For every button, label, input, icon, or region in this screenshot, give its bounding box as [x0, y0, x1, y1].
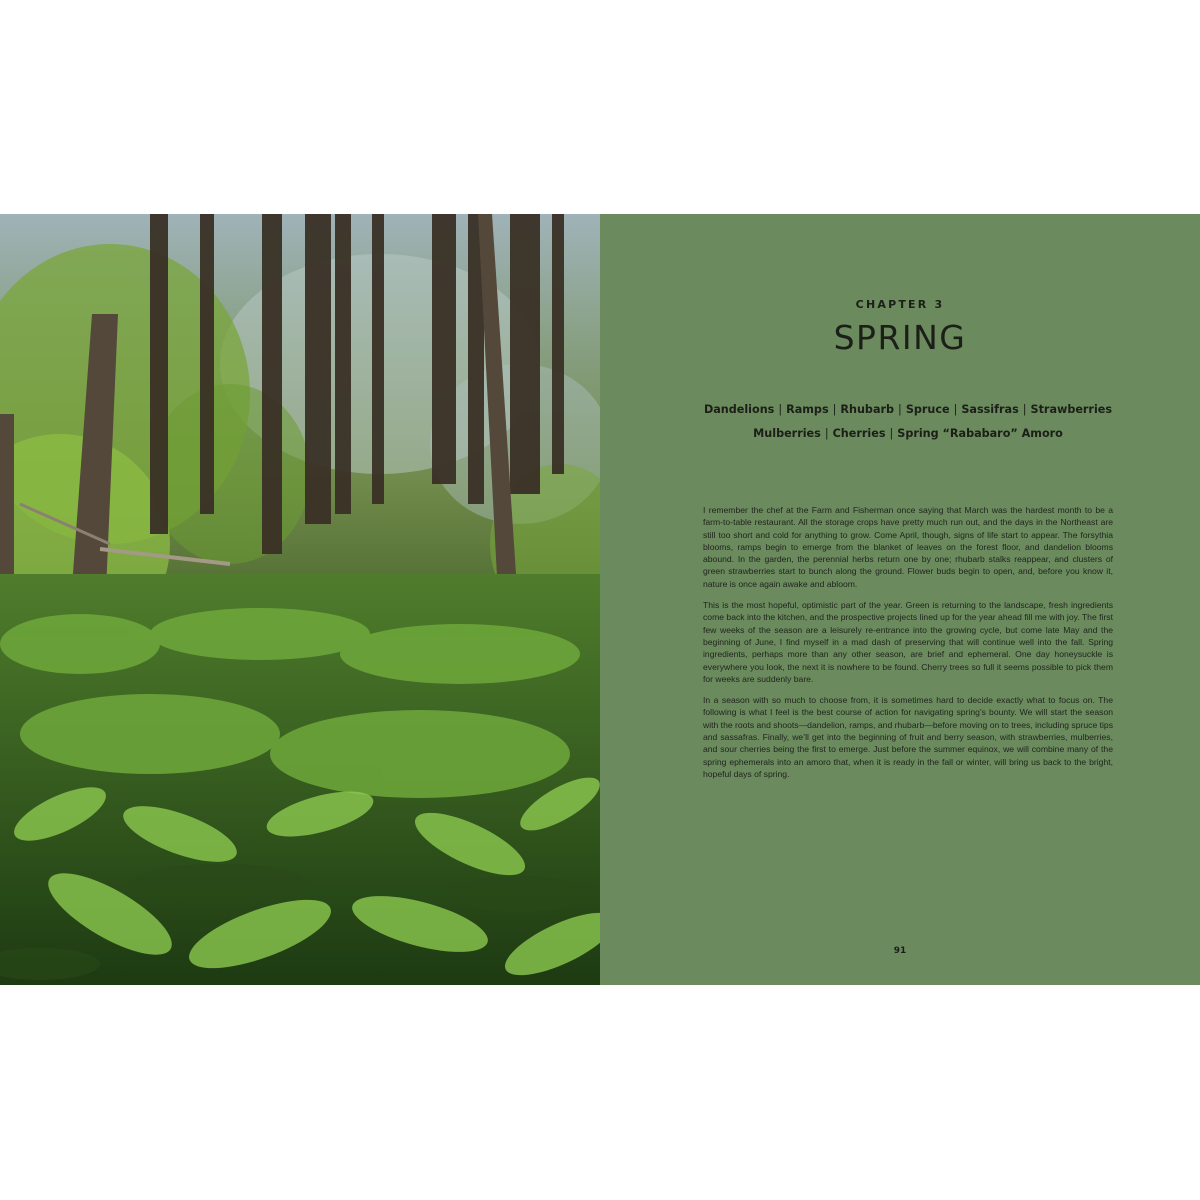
ingredient-line-2 [660, 422, 1156, 446]
separator: | [953, 403, 958, 416]
separator: | [889, 427, 894, 440]
chapter-title: SPRING [833, 318, 967, 357]
separator: | [824, 427, 829, 440]
body-paragraph: In a season with so much to choose from, it is sometimes hard to decide exactly what to focus on. The following is what I feel is the best course of action for navigating spring’s bounty. We will start the season with the roots and shoots—dandelion, ramps, and rhubarb—before moving on to trees, including spruce tips and sassafras. Finally, we’ll get into the beginning of fruit and berry season, with strawberries, mulberries, and sour cherries being the first to emerge. Just before the summer equinox, we will combine many of the spring ephemerals into an amoro that, when it is ready in the fall or winter, will bring us back to the bright, hopeful days of spring. [703, 695, 1113, 779]
ingredient-line-1 [660, 398, 1156, 422]
separator: | [778, 403, 783, 416]
ingredient-list [660, 398, 1156, 446]
body-paragraph: This is the most hopeful, optimistic part of the year. Green is returning to the landscape, fresh ingredients come back into the kitchen, and the prospective projects lined up for the year ahead fill me with joy. The first few weeks of the season are a leisurely re-entrance into the growing cycle, but come late May and the beginning of June, I find myself in a mad dash of preserving that will continue well into the fall. Spring ingredients, perhaps more than any other season, are brief and ephemeral. One day honeysuckle is everywhere you look, the next it is nowhere to be found. Cherry trees so full it seems possible to pick them for weeks are suddenly bare. [703, 600, 1113, 684]
ingredient-item: Dandelions [703, 403, 775, 416]
ingredient-item: Cherries [832, 427, 886, 440]
ingredient-item: Mulberries [753, 427, 821, 440]
separator: | [1022, 403, 1027, 416]
page-number: 91 [893, 946, 907, 956]
ingredient-item: Ramps [786, 403, 829, 416]
ingredient-item: Spring “Rababaro” Amoro [897, 427, 1063, 440]
ingredient-item: Rhubarb [840, 403, 895, 416]
forest-illustration [0, 214, 600, 985]
separator: | [832, 403, 837, 416]
forest-photo [0, 214, 600, 985]
ingredient-item: Strawberries [1030, 403, 1113, 416]
ingredient-item: Spruce [905, 403, 950, 416]
separator: | [898, 403, 902, 416]
chapter-opening-page [600, 214, 1200, 985]
body-paragraph: I remember the chef at the Farm and Fisherman once saying that March was the hardest month to be a farm-to-table restaurant. All the storage crops have pretty much run out, and the days in the Northeast are still too short and cold for anything to grow. Come April, though, signs of life start to appear. The forsythia blooms, ramps begin to emerge from the blanket of leaves on the forest floor, and dandelion blooms abound. In the garden, the perennial herbs return one by one; rhubarb stalks reappear, and clusters of green strawberries start to bunch along the ground. Flower buds begin to open, and, before you know it, nature is once again awake and abloom. [703, 505, 1113, 589]
ingredient-item: Sassifras [961, 403, 1019, 416]
body-text [703, 504, 1113, 789]
book-spread [0, 214, 1200, 985]
chapter-label: CHAPTER 3 [855, 298, 945, 311]
